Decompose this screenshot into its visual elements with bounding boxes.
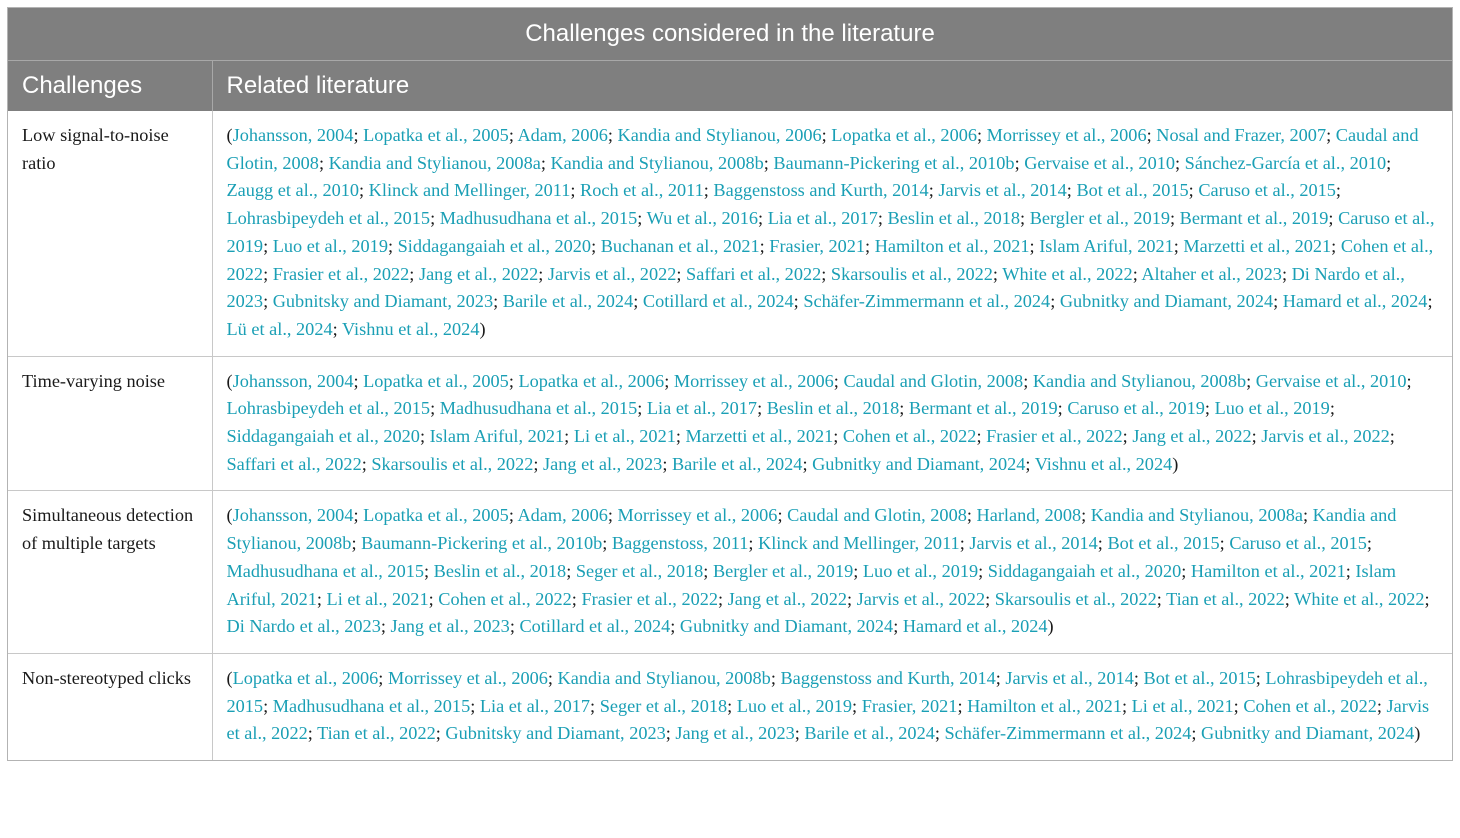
citation-separator: ; bbox=[332, 318, 342, 339]
citation-link[interactable]: Kandia and Stylianou, 2008a bbox=[1090, 505, 1303, 526]
citation-link[interactable]: Beslin et al., 2018 bbox=[766, 398, 900, 419]
citation-link[interactable]: Altaher et al., 2023 bbox=[1141, 263, 1282, 284]
close-paren: ) bbox=[1047, 616, 1054, 637]
citation-separator: ; bbox=[1366, 533, 1373, 554]
citation-link[interactable]: Islam Ariful, 2021 bbox=[226, 560, 1397, 609]
citation-separator: ; bbox=[351, 533, 362, 554]
citation-link[interactable]: Hamard et al., 2024 bbox=[902, 616, 1048, 637]
citation-separator: ; bbox=[1066, 180, 1077, 201]
citation-separator: ; bbox=[430, 398, 440, 419]
citation-link[interactable]: Skarsoulis et al., 2022 bbox=[830, 263, 993, 284]
citation-separator: ; bbox=[703, 180, 714, 201]
citation-link[interactable]: Caruso et al., 2019 bbox=[1067, 398, 1205, 419]
citation-link[interactable]: Frasier, 2021 bbox=[861, 695, 958, 716]
citation-link[interactable]: Bermant et al., 2019 bbox=[1179, 208, 1329, 229]
citation-link[interactable]: Gubnitsky and Diamant, 2023 bbox=[445, 723, 666, 744]
citation-separator: ; bbox=[607, 125, 618, 145]
citation-link[interactable]: Tian et al., 2022 bbox=[317, 723, 436, 744]
citation-link[interactable]: Wu et al., 2016 bbox=[646, 208, 759, 229]
citation-link[interactable]: Skarsoulis et al., 2022 bbox=[994, 588, 1157, 609]
table-row bbox=[8, 356, 1452, 491]
open-paren: ( bbox=[226, 370, 233, 391]
citation-separator: ; bbox=[928, 180, 939, 201]
citation-separator: ; bbox=[777, 505, 788, 526]
citation-link[interactable]: Madhusudhana et al., 2015 bbox=[272, 695, 471, 716]
citation-separator: ; bbox=[538, 263, 548, 284]
citation-separator: ; bbox=[263, 235, 273, 256]
open-paren: ( bbox=[226, 505, 233, 526]
citation-link[interactable]: Cotillard et al., 2024 bbox=[642, 291, 794, 312]
citation-separator: ; bbox=[1427, 291, 1433, 312]
challenge-cell: Simultaneous detection of multiple targets bbox=[8, 491, 212, 654]
citation-separator: ; bbox=[1335, 180, 1342, 201]
citation-separator: ; bbox=[978, 560, 988, 581]
citation-link[interactable]: Luo et al., 2019 bbox=[862, 560, 979, 581]
citation-separator: ; bbox=[637, 208, 647, 229]
citation-link[interactable]: Morrissey et al., 2006 bbox=[986, 125, 1147, 145]
citation-link[interactable]: Morrissey et al., 2006 bbox=[387, 667, 548, 688]
citation-link[interactable]: Li et al., 2021 bbox=[573, 426, 676, 447]
citation-separator: ; bbox=[1389, 426, 1395, 447]
citation-link[interactable]: Jang et al., 2023 bbox=[390, 616, 510, 637]
citation-link[interactable]: Bergler et al., 2019 bbox=[712, 560, 854, 581]
citation-link[interactable]: Lopatka et al., 2005 bbox=[363, 370, 509, 391]
citation-separator: ; bbox=[1303, 505, 1313, 526]
citation-separator: ; bbox=[934, 723, 945, 744]
citation-link[interactable]: Morrissey et al., 2006 bbox=[673, 370, 834, 391]
citation-separator: ; bbox=[509, 616, 520, 637]
citation-separator: ; bbox=[419, 426, 430, 447]
citation-link[interactable]: Cohen et al., 2022 bbox=[1243, 695, 1377, 716]
citation-separator: ; bbox=[1246, 370, 1256, 391]
citation-link[interactable]: Bot et al., 2015 bbox=[1107, 533, 1220, 554]
citation-link[interactable]: Lopatka et al., 2005 bbox=[363, 505, 509, 526]
citation-separator: ; bbox=[387, 235, 398, 256]
citation-separator: ; bbox=[607, 505, 618, 526]
citation-link[interactable]: Lü et al., 2024 bbox=[226, 318, 333, 339]
citation-link[interactable]: Jarvis et al., 2014 bbox=[938, 180, 1067, 201]
citation-link[interactable]: Baggenstoss, 2011 bbox=[611, 533, 749, 554]
citation-link[interactable]: Luo et al., 2019 bbox=[736, 695, 853, 716]
citation-separator: ; bbox=[821, 263, 831, 284]
citation-separator: ; bbox=[966, 505, 977, 526]
citation-separator: ; bbox=[571, 588, 582, 609]
citation-link[interactable]: Lopatka et al., 2006 bbox=[518, 370, 665, 391]
citation-link[interactable]: Baggenstoss and Kurth, 2014 bbox=[713, 180, 929, 201]
citation-separator: ; bbox=[1233, 695, 1244, 716]
citation-separator: ; bbox=[852, 695, 862, 716]
table-body bbox=[8, 111, 1452, 760]
citation-separator: ; bbox=[1081, 505, 1091, 526]
citation-separator: ; bbox=[430, 208, 440, 229]
citation-separator: ; bbox=[1376, 695, 1387, 716]
citation-separator: ; bbox=[380, 616, 391, 637]
citation-separator: ; bbox=[1146, 125, 1157, 145]
citation-link[interactable]: White et al., 2022 bbox=[1002, 263, 1133, 284]
table-title: Challenges considered in the literature bbox=[8, 8, 1452, 61]
citation-separator: ; bbox=[591, 235, 601, 256]
citation-separator: ; bbox=[353, 125, 364, 145]
citation-link[interactable]: Seger et al., 2018 bbox=[599, 695, 728, 716]
citation-separator: ; bbox=[353, 370, 364, 391]
open-paren: ( bbox=[226, 667, 233, 688]
citation-link[interactable]: Hamilton et al., 2021 bbox=[967, 695, 1122, 716]
literature-cell bbox=[212, 653, 1452, 760]
citation-link[interactable]: Johansson, 2004 bbox=[232, 505, 354, 526]
citation-link[interactable]: Siddagangaiah et al., 2020 bbox=[987, 560, 1182, 581]
citation-link[interactable]: Kandia and Stylianou, 2008b bbox=[1032, 370, 1247, 391]
close-paren: ) bbox=[1414, 723, 1421, 744]
citation-separator: ; bbox=[1191, 723, 1202, 744]
literature-cell bbox=[212, 111, 1452, 356]
citation-link[interactable]: Gervaise et al., 2010 bbox=[1255, 370, 1407, 391]
citation-separator: ; bbox=[853, 560, 863, 581]
table-row bbox=[8, 111, 1452, 356]
citation-link[interactable]: Roch et al., 2011 bbox=[580, 180, 704, 201]
citation-separator: ; bbox=[757, 398, 767, 419]
citation-link[interactable]: Seger et al., 2018 bbox=[575, 560, 704, 581]
citation-link[interactable]: Frasier et al., 2022 bbox=[986, 426, 1123, 447]
citation-link[interactable]: Jarvis et al., 2022 bbox=[226, 695, 1430, 744]
citation-link[interactable]: Gubnitky and Diamant, 2024 bbox=[812, 453, 1026, 474]
citation-separator: ; bbox=[770, 667, 781, 688]
citation-link[interactable]: Schäfer-Zimmermann et al., 2024 bbox=[803, 291, 1051, 312]
citation-link[interactable]: Bergler et al., 2019 bbox=[1029, 208, 1170, 229]
citation-separator: ; bbox=[1173, 235, 1184, 256]
citation-separator: ; bbox=[833, 426, 843, 447]
citation-link[interactable]: Caruso et al., 2015 bbox=[1198, 180, 1336, 201]
citation-link[interactable]: Harland, 2008 bbox=[976, 505, 1082, 526]
citation-link[interactable]: Gubnitky and Diamant, 2024 bbox=[679, 616, 894, 637]
citation-separator: ; bbox=[763, 152, 774, 173]
citation-separator: ; bbox=[263, 695, 273, 716]
citation-separator: ; bbox=[263, 291, 273, 312]
literature-cell bbox=[212, 491, 1452, 654]
citation-link[interactable]: Nosal and Frazer, 2007 bbox=[1156, 125, 1327, 145]
citation-separator: ; bbox=[1175, 152, 1185, 173]
citation-link[interactable]: Jarvis et al., 2022 bbox=[856, 588, 986, 609]
citation-link[interactable]: Li et al., 2021 bbox=[326, 588, 429, 609]
citation-separator: ; bbox=[1273, 291, 1283, 312]
citation-link[interactable]: Li et al., 2021 bbox=[1131, 695, 1234, 716]
citation-separator: ; bbox=[664, 370, 674, 391]
citation-separator: ; bbox=[833, 370, 844, 391]
citation-separator: ; bbox=[307, 723, 318, 744]
citation-link[interactable]: Madhusudhana et al., 2015 bbox=[439, 208, 638, 229]
citation-link[interactable]: Luo et al., 2019 bbox=[1214, 398, 1330, 419]
citation-link[interactable]: Cohen et al., 2022 bbox=[842, 426, 977, 447]
citation-separator: ; bbox=[1133, 667, 1144, 688]
citation-separator: ; bbox=[409, 263, 419, 284]
citation-link[interactable]: Buchanan et al., 2021 bbox=[600, 235, 760, 256]
citation-link[interactable]: Islam Ariful, 2021 bbox=[1039, 235, 1174, 256]
citation-link[interactable]: Tian et al., 2022 bbox=[1166, 588, 1285, 609]
challenge-cell: Low signal-to-noise ratio bbox=[8, 111, 212, 356]
citation-separator: ; bbox=[493, 291, 503, 312]
citation-separator: ; bbox=[435, 723, 446, 744]
open-paren: ( bbox=[226, 125, 233, 145]
table-title-row bbox=[8, 8, 1452, 61]
citation-separator: ; bbox=[570, 180, 581, 201]
citation-separator: ; bbox=[1029, 235, 1040, 256]
citation-separator: ; bbox=[846, 588, 857, 609]
citation-link[interactable]: Adam, 2006 bbox=[517, 125, 608, 145]
citation-separator: ; bbox=[985, 588, 995, 609]
citation-separator: ; bbox=[1328, 208, 1339, 229]
citation-separator: ; bbox=[977, 125, 987, 145]
header-related-literature: Related literature bbox=[212, 61, 1452, 112]
citation-separator: ; bbox=[877, 208, 888, 229]
citation-link[interactable]: Jarvis et al., 2014 bbox=[1005, 667, 1134, 688]
header-challenges: Challenges bbox=[8, 61, 212, 112]
citation-link[interactable]: Marzetti et al., 2021 bbox=[1183, 235, 1332, 256]
citation-separator: ; bbox=[718, 588, 728, 609]
citation-link[interactable]: Siddagangaiah et al., 2020 bbox=[226, 426, 420, 447]
citation-separator: ; bbox=[1255, 667, 1266, 688]
citation-link[interactable]: Klinck and Mellinger, 2011 bbox=[758, 533, 960, 554]
citation-link[interactable]: Hamilton et al., 2021 bbox=[1190, 560, 1346, 581]
citation-separator: ; bbox=[1020, 208, 1030, 229]
citation-separator: ; bbox=[508, 125, 518, 145]
citation-link[interactable]: Frasier et al., 2022 bbox=[272, 263, 410, 284]
citation-link[interactable]: Gubnitky and Diamant, 2024 bbox=[1059, 291, 1274, 312]
citation-separator: ; bbox=[793, 291, 804, 312]
citation-link[interactable]: Lohrasbipeydeh et al., 2015 bbox=[226, 398, 431, 419]
citation-link[interactable]: Baggenstoss and Kurth, 2014 bbox=[780, 667, 996, 688]
citation-link[interactable]: Lia et al., 2017 bbox=[646, 398, 758, 419]
citation-link[interactable]: Bermant et al., 2019 bbox=[908, 398, 1058, 419]
citation-separator: ; bbox=[976, 426, 987, 447]
citation-link[interactable]: Jarvis et al., 2022 bbox=[1261, 426, 1390, 447]
citation-separator: ; bbox=[727, 695, 737, 716]
citation-link[interactable]: Kandia and Stylianou, 2008b bbox=[226, 505, 1397, 554]
citation-separator: ; bbox=[1014, 152, 1025, 173]
citation-separator: ; bbox=[540, 152, 551, 173]
citation-link[interactable]: Beslin et al., 2018 bbox=[887, 208, 1021, 229]
citation-link[interactable]: Lohrasbipeydeh et al., 2015 bbox=[226, 667, 1428, 716]
citation-link[interactable]: Jarvis et al., 2014 bbox=[969, 533, 1098, 554]
citation-link[interactable]: Cohen et al., 2022 bbox=[438, 588, 572, 609]
citation-separator: ; bbox=[995, 667, 1006, 688]
citation-separator: ; bbox=[361, 453, 372, 474]
citation-link[interactable]: Lopatka et al., 2006 bbox=[831, 125, 977, 145]
citation-link[interactable]: Siddagangaiah et al., 2020 bbox=[397, 235, 592, 256]
citation-separator: ; bbox=[1188, 180, 1199, 201]
citation-separator: ; bbox=[959, 533, 970, 554]
citation-link[interactable]: Beslin et al., 2018 bbox=[433, 560, 567, 581]
citation-separator: ; bbox=[1170, 208, 1180, 229]
citation-link[interactable]: Cotillard et al., 2024 bbox=[519, 616, 671, 637]
citation-link[interactable]: Caudal and Glotin, 2008 bbox=[843, 370, 1024, 391]
citation-separator: ; bbox=[676, 263, 687, 284]
close-paren: ) bbox=[479, 318, 486, 339]
citation-link[interactable]: Klinck and Mellinger, 2011 bbox=[368, 180, 571, 201]
citation-link[interactable]: Bot et al., 2015 bbox=[1143, 667, 1256, 688]
citation-separator: ; bbox=[1284, 588, 1295, 609]
challenge-cell: Time-varying noise bbox=[8, 356, 212, 491]
citation-separator: ; bbox=[602, 533, 612, 554]
citation-separator: ; bbox=[470, 695, 480, 716]
citation-link[interactable]: Baumann-Pickering et al., 2010b bbox=[773, 152, 1015, 173]
citation-separator: ; bbox=[665, 723, 676, 744]
citation-link[interactable]: Barile et al., 2024 bbox=[804, 723, 935, 744]
citation-separator: ; bbox=[424, 560, 434, 581]
table-row bbox=[8, 653, 1452, 760]
citation-link[interactable]: Hamilton et al., 2021 bbox=[874, 235, 1030, 256]
citation-separator: ; bbox=[1329, 398, 1335, 419]
citation-separator: ; bbox=[1023, 370, 1033, 391]
citation-separator: ; bbox=[359, 180, 369, 201]
citation-link[interactable]: Kandia and Stylianou, 2008a bbox=[328, 152, 541, 173]
citation-separator: ; bbox=[1251, 426, 1262, 447]
citation-separator: ; bbox=[590, 695, 600, 716]
citation-link[interactable]: Caudal and Glotin, 2008 bbox=[226, 125, 1419, 173]
citation-link[interactable]: Johansson, 2004 bbox=[232, 370, 354, 391]
citation-separator: ; bbox=[564, 426, 574, 447]
citation-separator: ; bbox=[1122, 426, 1133, 447]
challenges-table bbox=[8, 8, 1452, 760]
citation-separator: ; bbox=[1050, 291, 1060, 312]
citation-separator: ; bbox=[637, 398, 647, 419]
citation-link[interactable]: Sánchez-García et al., 2010 bbox=[1184, 152, 1387, 173]
citation-separator: ; bbox=[263, 263, 273, 284]
citation-separator: ; bbox=[1219, 533, 1230, 554]
citation-link[interactable]: Jang et al., 2023 bbox=[543, 453, 663, 474]
citation-link[interactable]: Caruso et al., 2015 bbox=[1229, 533, 1367, 554]
citation-link[interactable]: Johansson, 2004 bbox=[232, 125, 354, 145]
citation-separator: ; bbox=[1386, 152, 1392, 173]
citation-link[interactable]: Jarvis et al., 2022 bbox=[547, 263, 677, 284]
citation-separator: ; bbox=[1121, 695, 1132, 716]
citation-link[interactable]: Schäfer-Zimmermann et al., 2024 bbox=[944, 723, 1192, 744]
citation-link[interactable]: Baumann-Pickering et al., 2010b bbox=[361, 533, 603, 554]
citation-separator: ; bbox=[802, 453, 813, 474]
citation-link[interactable]: Skarsoulis et al., 2022 bbox=[371, 453, 534, 474]
citation-separator: ; bbox=[353, 505, 364, 526]
citation-link[interactable]: Lohrasbipeydeh et al., 2015 bbox=[226, 208, 431, 229]
citation-separator: ; bbox=[533, 453, 544, 474]
citation-separator: ; bbox=[1424, 588, 1430, 609]
citation-link[interactable]: Madhusudhana et al., 2015 bbox=[439, 398, 638, 419]
citation-separator: ; bbox=[566, 560, 576, 581]
citation-link[interactable]: Barile et al., 2024 bbox=[671, 453, 803, 474]
citation-link[interactable]: Gervaise et al., 2010 bbox=[1024, 152, 1175, 173]
citation-link[interactable]: Frasier et al., 2022 bbox=[581, 588, 719, 609]
citation-link[interactable]: Gubnitsky and Diamant, 2023 bbox=[272, 291, 494, 312]
citation-link[interactable]: Lopatka et al., 2006 bbox=[232, 667, 379, 688]
citation-separator: ; bbox=[1181, 560, 1191, 581]
citation-link[interactable]: Lia et al., 2017 bbox=[767, 208, 878, 229]
citation-link[interactable]: Kandia and Stylianou, 2008b bbox=[550, 152, 764, 173]
citation-separator: ; bbox=[1345, 560, 1356, 581]
citation-link[interactable]: Frasier, 2021 bbox=[769, 235, 866, 256]
citation-link[interactable]: Lopatka et al., 2005 bbox=[363, 125, 509, 145]
literature-cell bbox=[212, 356, 1452, 491]
citation-link[interactable]: Cohen et al., 2022 bbox=[226, 235, 1434, 284]
citation-link[interactable]: Di Nardo et al., 2023 bbox=[226, 263, 1405, 312]
citation-separator: ; bbox=[794, 723, 805, 744]
citation-link[interactable]: Lia et al., 2017 bbox=[479, 695, 591, 716]
citation-separator: ; bbox=[1132, 263, 1142, 284]
citation-separator: ; bbox=[821, 125, 832, 145]
citation-separator: ; bbox=[633, 291, 643, 312]
citation-link[interactable]: Bot et al., 2015 bbox=[1076, 180, 1189, 201]
citation-link[interactable]: Kandia and Stylianou, 2006 bbox=[617, 125, 822, 145]
citation-link[interactable]: Morrissey et al., 2006 bbox=[617, 505, 778, 526]
citation-separator: ; bbox=[1204, 398, 1215, 419]
citation-separator: ; bbox=[758, 208, 768, 229]
citation-separator: ; bbox=[316, 588, 327, 609]
citation-separator: ; bbox=[1281, 263, 1292, 284]
citation-link[interactable]: Vishnu et al., 2024 bbox=[1034, 453, 1173, 474]
citation-separator: ; bbox=[703, 560, 713, 581]
citation-link[interactable]: Jang et al., 2022 bbox=[1132, 426, 1252, 447]
citation-link[interactable]: Luo et al., 2019 bbox=[272, 235, 388, 256]
close-paren: ) bbox=[1172, 453, 1179, 474]
citation-separator: ; bbox=[378, 667, 388, 688]
citation-link[interactable]: Kandia and Stylianou, 2008b bbox=[557, 667, 771, 688]
citation-separator: ; bbox=[1025, 453, 1035, 474]
citation-link[interactable]: Saffari et al., 2022 bbox=[226, 453, 362, 474]
citation-separator: ; bbox=[1331, 235, 1341, 256]
challenge-cell: Non-stereotyped clicks bbox=[8, 653, 212, 760]
citation-separator: ; bbox=[547, 667, 558, 688]
citation-link[interactable]: Vishnu et al., 2024 bbox=[341, 318, 480, 339]
citation-link[interactable]: Gubnitky and Diamant, 2024 bbox=[1201, 723, 1415, 744]
citation-separator: ; bbox=[675, 426, 686, 447]
citation-separator: ; bbox=[508, 370, 519, 391]
citation-separator: ; bbox=[1057, 398, 1068, 419]
citation-separator: ; bbox=[893, 616, 903, 637]
citation-link[interactable]: Di Nardo et al., 2023 bbox=[226, 616, 381, 637]
literature-table bbox=[7, 7, 1453, 761]
table-row bbox=[8, 491, 1452, 654]
citation-separator: ; bbox=[428, 588, 439, 609]
citation-link[interactable]: Jang et al., 2022 bbox=[418, 263, 539, 284]
citation-separator: ; bbox=[662, 453, 672, 474]
citation-link[interactable]: White et al., 2022 bbox=[1294, 588, 1425, 609]
citation-separator: ; bbox=[759, 235, 770, 256]
citation-separator: ; bbox=[957, 695, 968, 716]
citation-link[interactable]: Caruso et al., 2019 bbox=[226, 208, 1435, 256]
citation-separator: ; bbox=[899, 398, 909, 419]
citation-link[interactable]: Jang et al., 2023 bbox=[675, 723, 795, 744]
citation-link[interactable]: Madhusudhana et al., 2015 bbox=[226, 560, 424, 581]
citation-link[interactable]: Jang et al., 2022 bbox=[727, 588, 847, 609]
citation-link[interactable]: Caudal and Glotin, 2008 bbox=[787, 505, 967, 526]
citation-separator: ; bbox=[508, 505, 518, 526]
citation-separator: ; bbox=[670, 616, 680, 637]
citation-link[interactable]: Adam, 2006 bbox=[517, 505, 608, 526]
citation-separator: ; bbox=[318, 152, 329, 173]
citation-separator: ; bbox=[1406, 370, 1412, 391]
citation-link[interactable]: Barile et al., 2024 bbox=[502, 291, 634, 312]
table-header-row bbox=[8, 61, 1452, 112]
citation-link[interactable]: Zaugg et al., 2010 bbox=[226, 180, 360, 201]
citation-separator: ; bbox=[865, 235, 875, 256]
citation-link[interactable]: Saffari et al., 2022 bbox=[686, 263, 822, 284]
citation-separator: ; bbox=[748, 533, 758, 554]
citation-link[interactable]: Islam Ariful, 2021 bbox=[429, 426, 565, 447]
citation-separator: ; bbox=[1326, 125, 1336, 145]
citation-link[interactable]: Hamard et al., 2024 bbox=[1282, 291, 1428, 312]
citation-link[interactable]: Marzetti et al., 2021 bbox=[685, 426, 834, 447]
citation-separator: ; bbox=[1097, 533, 1108, 554]
citation-separator: ; bbox=[992, 263, 1003, 284]
citation-separator: ; bbox=[1156, 588, 1167, 609]
